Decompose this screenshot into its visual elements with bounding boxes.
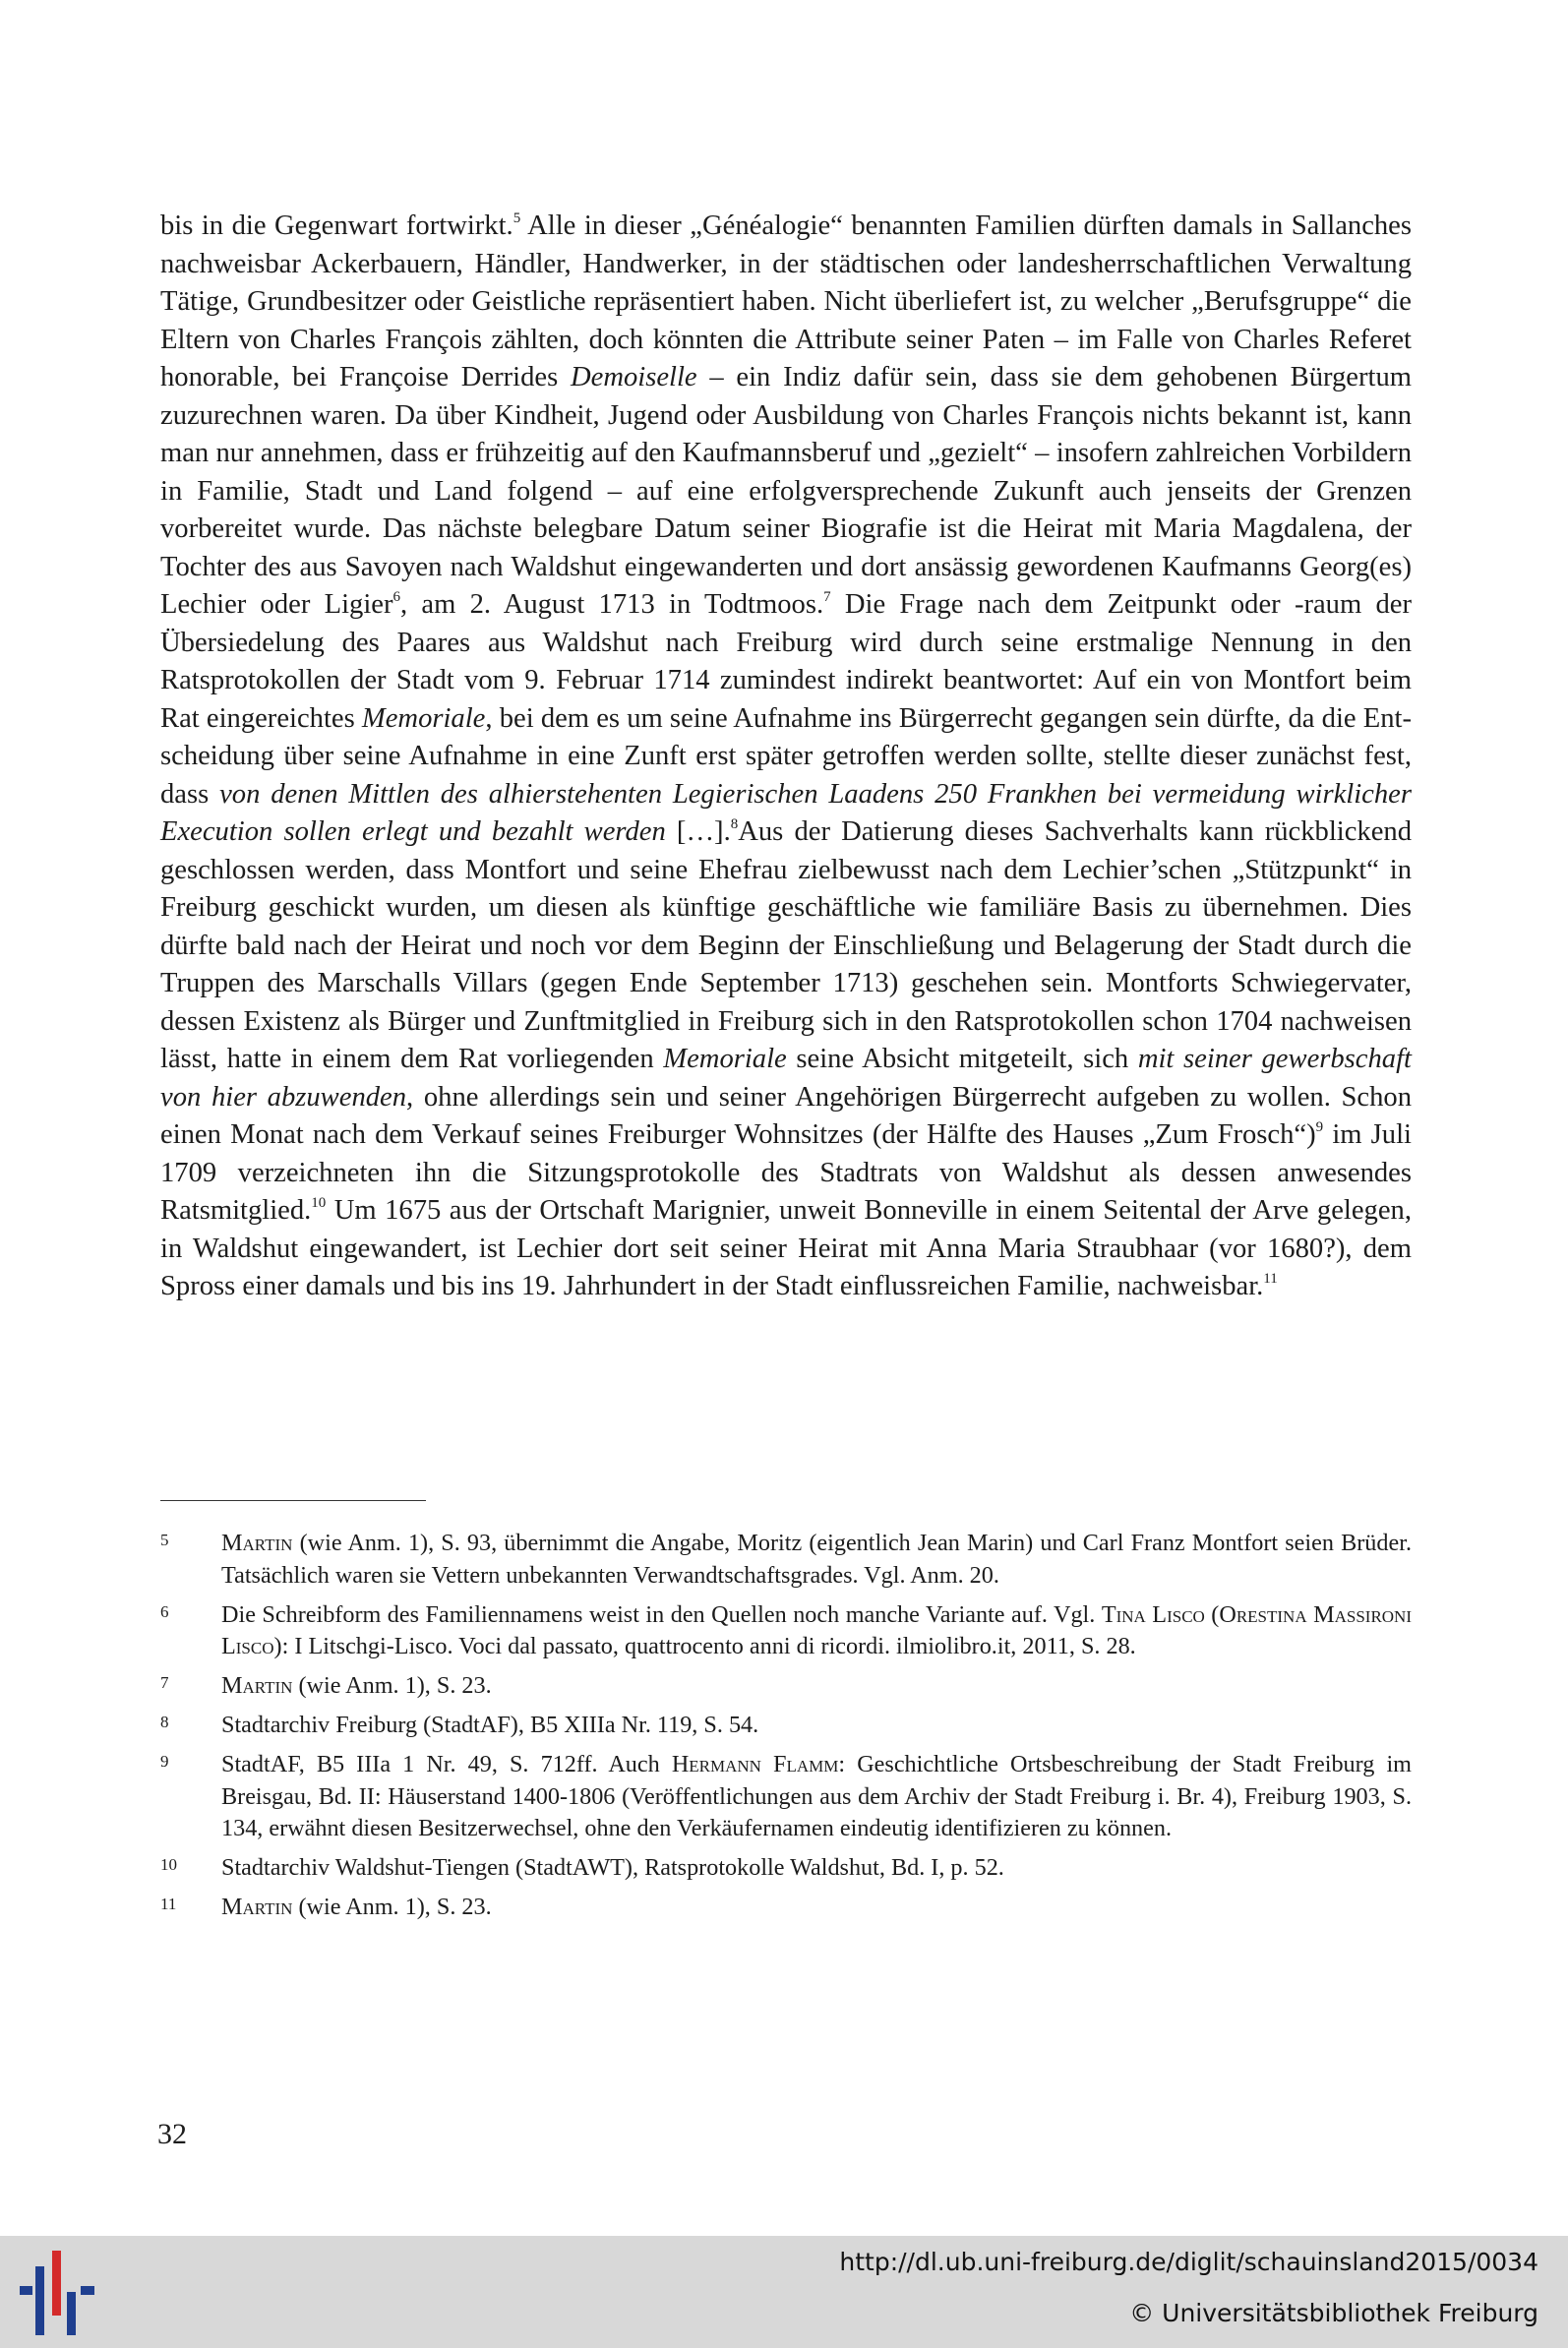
footnote-ref-7[interactable]: 7 [823, 589, 831, 605]
italic-run: mit seiner gewerbschaft von hier abzuwenden [160, 1044, 1412, 1113]
footnote-ref-5[interactable]: 5 [513, 211, 521, 226]
footnote-text: (wie Anm. 1), S. 93, übernimmt die Angabe, Moritz (eigentlich Jean Marin) und Carl Franz Montfort seien Brüder. Tatsächlich waren sie Vettern unbekannten Verwandtschaftsgrades. Vgl. Anm. 20. [221, 1530, 1412, 1589]
author-name: Martin [221, 1530, 293, 1556]
footnote-number: 9 [160, 1751, 169, 1771]
text-run: im Juli 1709 verzeichneten ihn die Sitzungsprotokolle des Stadtrats von Waldshut als dessen anwesendes Ratsmitglied. [160, 1119, 1412, 1226]
footnote-ref-11[interactable]: 11 [1263, 1271, 1278, 1287]
footnote-text: ): I Litschgi-Lisco. Voci dal passato, quattrocento anni di ricordi. ilmiolibro.it, 2011, S. 28. [273, 1633, 1136, 1660]
italic-run: Demoiselle [570, 362, 697, 392]
logo-bar-5 [81, 2286, 94, 2295]
footnote-text: Die Schreibform des Familiennamens weist in den Quellen noch manche Variante auf. Vgl. [221, 1600, 1102, 1628]
logo-bar-2 [35, 2266, 44, 2335]
author-name: Martin [221, 1893, 293, 1920]
footnote-divider [160, 1500, 426, 1501]
italic-run: Memoriale [663, 1044, 787, 1074]
footer-url[interactable]: http://dl.ub.uni-freiburg.de/diglit/schauinsland2015/0034 [839, 2248, 1538, 2276]
footnote-ref-9[interactable]: 9 [1315, 1119, 1324, 1135]
logo-bar-4 [67, 2292, 76, 2335]
body-paragraph [160, 208, 1412, 1306]
text-run: […]. [665, 816, 731, 847]
text-run: Aus der Datierung dieses Sachverhalts kann rückblickend geschlossen werden, dass Montfort und seine Ehefrau zielbewusst nach dem Lechier’schen „Stützpunkt“ in Freiburg geschickt wurden, um diesen als künftige geschäftliche wie familiäre Basis zu übernehmen. Dies dürfte bald nach der Heirat und noch vor dem Beginn der Einschließung und Belagerung der Stadt durch die Truppen des Marschalls Villars (gegen Ende September 1713) geschehen sein. Montforts Schwiegervater, dessen Existenz als Bürger und Zunftmitglied in Freiburg sich in den Ratsprotokollen schon 1704 nachweisen lässt, hatte in einem dem Rat vorliegenden [160, 816, 1412, 1074]
author-name: Hermann Flamm [671, 1750, 839, 1777]
footnote-6 [160, 1599, 1412, 1664]
text-run: – ein Indiz dafür sein, dass sie dem gehobenen Bürgertum zuzurechnen waren. Da über Kindheit, Jugend oder Ausbildung von Charles François nichts bekannt ist, kann man nur annehmen, dass er frühzeitig auf den Kaufmannsberuf und „gezielt“ – insofern zahlreichen Vorbildern in Familie, Stadt und Land folgend – auf eine erfolgversprechende Zukunft auch jenseits der Grenzen vorbereitet wurde. Das nächste belegbare Datum seiner Biografie ist die Heirat mit Maria Magdalena, der Tochter des aus Savoyen nach Waldshut eingewanderten und dort ansässig gewordenen Kaufmanns Georg(es) Lechier oder Ligier [160, 362, 1412, 620]
text-run: , bei dem es um seine Aufnahme ins Bürgerrecht gegangen sein dürfte, da die Entscheidung über seine Aufnahme in eine Zunft erst später getroffen werden sollte, stellte dieser zunächst fest, dass [160, 702, 1412, 810]
footnotes [160, 1528, 1412, 1931]
footnote-ref-8[interactable]: 8 [730, 816, 739, 832]
footnote-number: 8 [160, 1712, 169, 1731]
footnote-9 [160, 1749, 1412, 1845]
logo-bar-3 [52, 2251, 61, 2316]
page-number: 32 [157, 2118, 187, 2150]
italic-run: Memoriale [361, 702, 486, 734]
text-run: Die Frage nach dem Zeitpunkt oder -raum der Übersiedelung des Paares aus Waldshut nach Freiburg wird durch seine erstmalige Nennung in den Ratsprotokollen der Stadt vom 9. Februar 1714 zumindest indirekt beantwortet: Auf ein von Montfort beim Rat eingereichtes [160, 589, 1412, 734]
footnote-text: : Geschichtliche Ortsbeschreibung der Stadt Freiburg im Breisgau, Bd. II: Häuserstand 1400-1806 (Veröffentlichungen aus dem Archiv der Stadt Freiburg i. Br. 4), Freiburg 1903, S. 134, erwähnt diesen Besitzerwechsel, ohne den Verkäufernamen eindeutig identifizieren zu können. [221, 1750, 1412, 1842]
footnote-11 [160, 1892, 1412, 1924]
footnote-8 [160, 1710, 1412, 1742]
footnote-number: 5 [160, 1531, 169, 1549]
logo-bar-1 [20, 2286, 32, 2295]
text-run: Alle in dieser „Généalogie“ benannten Familien dürften damals in Sallanches nachweisbar Ackerbauern, Händler, Handwerker, in der städtischen oder landesherrschaftlichen Verwaltung Tätige, Grundbesitzer oder Geistliche repräsentiert haben. Nicht überliefert ist, zu welcher „Berufsgruppe“ die Eltern von Charles François zählten, doch könnten die Attribute seiner Paten – im Falle von Charles Referet honorable, bei Françoise Derrides [160, 211, 1413, 392]
main-text [160, 208, 1412, 1306]
footnote-number: 11 [160, 1894, 177, 1913]
footer-bar [0, 2236, 1568, 2348]
text-run: bis in die Gegenwart fortwirkt. [160, 211, 513, 241]
footnote-text: (wie Anm. 1), S. 23. [292, 1672, 492, 1700]
footer-copyright: © Universitätsbibliothek Freiburg [1129, 2299, 1538, 2327]
italic-run: von denen Mittlen des alhierstehenten Legierischen Laadens 250 Frankhen bei vermeidung wirklicher Execution sollen erlegt und bezahlt werden [160, 778, 1412, 847]
footnote-number: 10 [160, 1855, 177, 1875]
footnote-text: StadtAF, B5 IIIa 1 Nr. 49, S. 712ff. Auch [221, 1750, 672, 1777]
footnote-5 [160, 1528, 1412, 1593]
ub-freiburg-logo-icon[interactable] [16, 2249, 104, 2339]
footnote-7 [160, 1670, 1412, 1703]
footnote-ref-6[interactable]: 6 [392, 589, 400, 605]
text-run: seine Absicht mitgeteilt, sich [786, 1044, 1138, 1074]
author-name: Martin [221, 1672, 293, 1700]
text-run: , ohne allerdings sein und seiner Angehörigen Bürgerrecht aufgeben zu wollen. Schon einen Monat nach dem Verkauf seines Freiburger Wohnsitzes (der Hälfte des Hauses „Zum Frosch“) [160, 1081, 1412, 1150]
author-name: Tina Lisco [1101, 1600, 1205, 1628]
footnote-number: 7 [160, 1673, 169, 1693]
footnote-text: Stadtarchiv Waldshut-Tiengen (StadtAWT), Ratsprotokolle Waldshut, Bd. I, p. 52. [221, 1854, 1004, 1882]
text-run: , am 2. August 1713 in Todtmoos. [399, 589, 824, 620]
text-run: Um 1675 aus der Ortschaft Marignier, unweit Bonneville in einem Seitental der Arve gelegen, in Waldshut eingewandert, ist Lechier dort seit seiner Heirat mit Anna Maria Straubhaar (vor 1680?), dem Spross einer damals und bis ins 19. Jahrhundert in der Stadt einflussreichen Familie, nachweisbar. [160, 1195, 1412, 1301]
footnote-text: (wie Anm. 1), S. 23. [292, 1893, 492, 1920]
footnote-text: ( [1204, 1600, 1220, 1628]
footnote-ref-10[interactable]: 10 [311, 1195, 327, 1211]
footnote-number: 6 [160, 1601, 169, 1621]
footnote-10 [160, 1852, 1412, 1885]
author-name: Orestina Massironi Lisco [221, 1600, 1412, 1660]
footnote-text: Stadtarchiv Freiburg (StadtAF), B5 XIIIa Nr. 119, S. 54. [221, 1711, 759, 1738]
